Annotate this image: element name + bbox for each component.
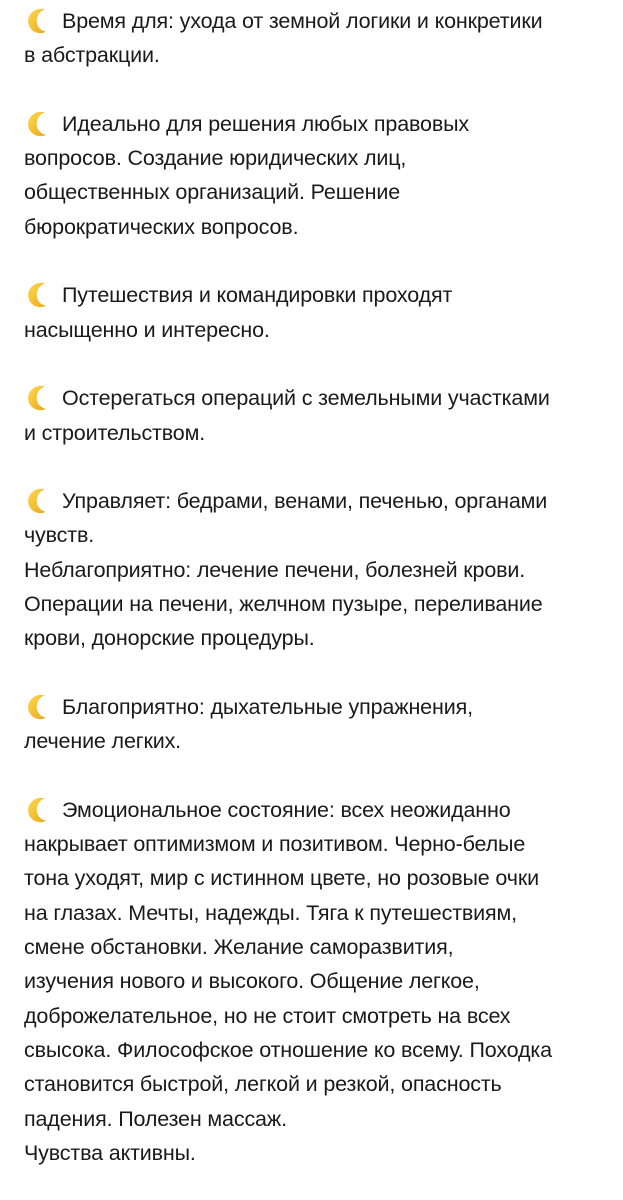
text-line: Управляет: бедрами, венами, печенью, органами — [24, 484, 616, 518]
paragraph-travel — [24, 278, 616, 347]
text-line: Идеально для решения любых правовых — [24, 107, 616, 141]
text-line: Эмоциональное состояние: всех неожиданно — [24, 793, 616, 827]
crescent-moon-icon — [24, 485, 54, 515]
text-line: изучения нового и высокого. Общение легкое, — [24, 969, 480, 994]
text-line: становится быстрой, легкой и резкой, опасность — [24, 1072, 502, 1097]
text-line: общественных организаций. Решение — [24, 180, 401, 205]
text-line: Чувства активны. — [24, 1140, 196, 1165]
text-line: на глазах. Мечты, надежды. Тяга к путешествиям, — [24, 900, 517, 925]
text-line: свысока. Философское отношение ко всему. Походка — [24, 1037, 552, 1062]
crescent-moon-icon — [24, 794, 54, 824]
text-line: крови, донорские процедуры. — [24, 626, 315, 651]
crescent-moon-icon — [24, 108, 54, 138]
text-line: доброжелательное, но не стоит смотреть на всех — [24, 1003, 511, 1028]
text-line: и строительством. — [24, 420, 206, 445]
paragraph-caution — [24, 381, 616, 450]
paragraph-time — [24, 4, 616, 73]
crescent-moon-icon — [24, 382, 54, 412]
paragraph-favorable — [24, 690, 616, 759]
text-line: в абстракции. — [24, 43, 160, 68]
text-line: Остерегаться операций с земельными участками — [24, 381, 616, 415]
text-line: чувств. — [24, 523, 95, 548]
crescent-moon-icon — [24, 279, 54, 309]
text-line: Время для: ухода от земной логики и конкретики — [24, 4, 616, 38]
text-line: накрывает оптимизмом и позитивом. Черно-белые — [24, 832, 526, 857]
text-line: тона уходят, мир с истинном цвете, но розовые очки — [24, 866, 539, 891]
text-line: Путешествия и командировки проходят — [24, 278, 616, 312]
paragraph-legal — [24, 107, 616, 244]
text-line: Неблагоприятно: лечение печени, болезней крови. — [24, 557, 526, 582]
paragraph-emotional — [24, 793, 616, 1170]
crescent-moon-icon — [24, 5, 54, 35]
paragraph-body-parts — [24, 484, 616, 655]
text-line: насыщенно и интересно. — [24, 317, 270, 342]
document — [24, 4, 616, 1170]
text-line: лечение легких. — [24, 729, 181, 754]
crescent-moon-icon — [24, 691, 54, 721]
text-line: смене обстановки. Желание саморазвития, — [24, 935, 454, 960]
text-line: вопросов. Создание юридических лиц, — [24, 146, 407, 171]
text-line: падения. Полезен массаж. — [24, 1106, 287, 1131]
text-line: Операции на печени, желчном пузыре, переливание — [24, 592, 543, 617]
text-line: бюрократических вопросов. — [24, 214, 299, 239]
text-line: Благоприятно: дыхательные упражнения, — [24, 690, 616, 724]
